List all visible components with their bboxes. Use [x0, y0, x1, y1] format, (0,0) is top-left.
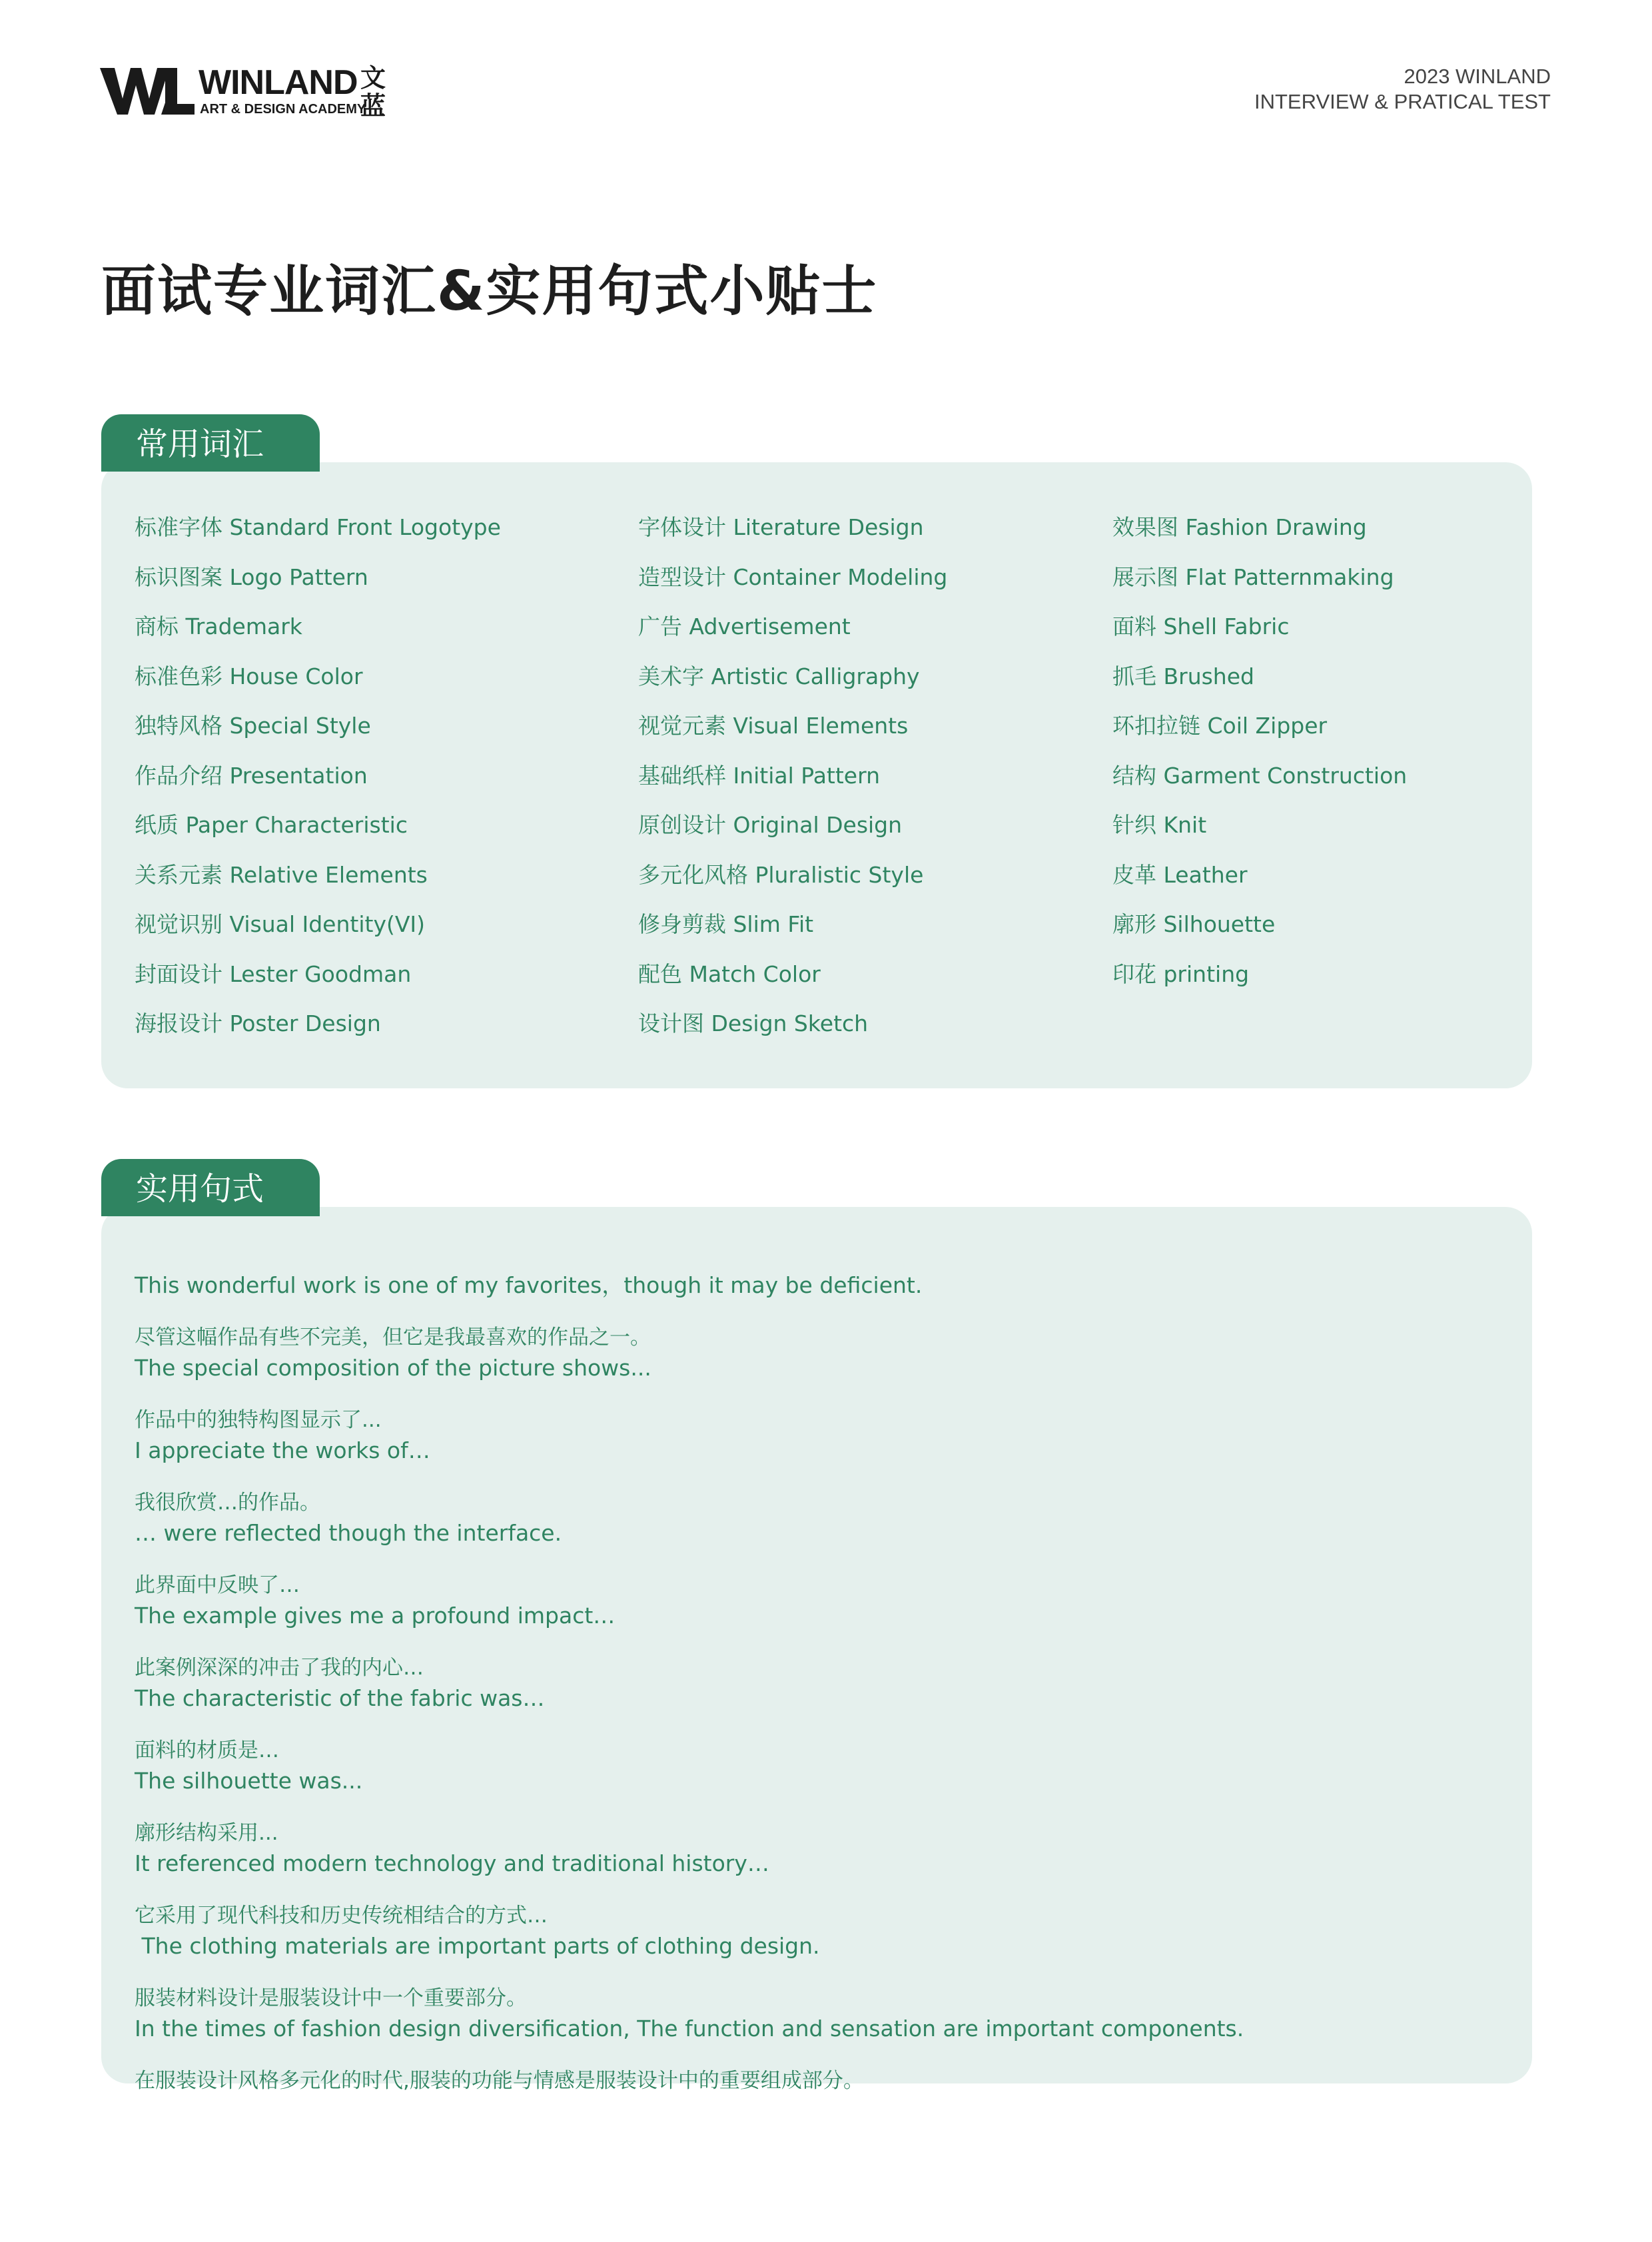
- vocab-column-3: [1112, 513, 1407, 1009]
- vocab-item: 针织 Knit: [1112, 812, 1207, 838]
- phrases-heading-tab: 实用句式: [101, 1159, 320, 1216]
- vocab-item: 基础纸样 Initial Pattern: [638, 762, 881, 789]
- phrase-cn: 此界面中反映了…: [135, 1573, 300, 1597]
- page-title: 面试专业词汇&实用句式小贴士: [101, 260, 878, 323]
- vocab-column-2: [638, 513, 947, 1059]
- vocab-item: 标准字体 Standard Front Logotype: [135, 514, 501, 540]
- vocab-item: 美术字 Artistic Calligraphy: [638, 663, 920, 689]
- phrase-item: [135, 1825, 1244, 1928]
- vocab-item: 广告 Advertisement: [638, 613, 851, 639]
- phrase-item: [135, 1742, 1244, 1845]
- logo-name: WINLAND: [199, 63, 358, 102]
- phrase-en: It referenced modern technology and traditional history…: [135, 1850, 769, 1876]
- phrase-cn: 廓形结构采用...: [135, 1821, 278, 1845]
- phrase-en: The example gives me a profound impact…: [135, 1603, 616, 1629]
- vocab-item: 配色 Match Color: [638, 960, 821, 987]
- vocab-item: 廓形 Silhouette: [1112, 911, 1276, 937]
- vocab-item: 修身剪裁 Slim Fit: [638, 911, 814, 937]
- vocab-item: 设计图 Design Sketch: [638, 1010, 869, 1036]
- vocab-item: 造型设计 Container Modeling: [638, 563, 948, 590]
- phrase-en: I appreciate the works of…: [135, 1437, 430, 1463]
- vocab-item: 作品介绍 Presentation: [135, 762, 368, 789]
- vocab-item: 视觉元素 Visual Elements: [638, 713, 909, 739]
- vocab-item: 面料 Shell Fabric: [1112, 613, 1290, 639]
- phrase-cn: 作品中的独特构图显示了...: [135, 1408, 382, 1432]
- phrase-cn: 它采用了现代科技和历史传统相结合的方式…: [135, 1904, 548, 1928]
- vocab-item: 商标 Trademark: [135, 613, 302, 639]
- header-year: 2023 WINLAND: [1404, 65, 1551, 88]
- vocab-heading-tab: 常用词汇: [101, 414, 320, 472]
- phrase-cn: 服装材料设计是服装设计中一个重要部分。: [135, 1986, 527, 2010]
- vocab-item: 标识图案 Logo Pattern: [135, 563, 368, 590]
- phrase-en: The silhouette was...: [135, 1768, 363, 1794]
- phrase-en: The special composition of the picture shows...: [135, 1355, 651, 1381]
- vocab-item: 展示图 Flat Patternmaking: [1112, 563, 1394, 590]
- phrase-en: In the times of fashion design diversification, The function and sensation are important components.: [135, 2016, 1244, 2042]
- vocab-item: 视觉识别 Visual Identity(VI): [135, 911, 426, 937]
- phrase-cn: 此案例深深的冲击了我的内心…: [135, 1656, 424, 1680]
- vocab-item: 原创设计 Original Design: [638, 812, 903, 838]
- phrase-list: [135, 1247, 1244, 2093]
- vocab-item: 纸质 Paper Characteristic: [135, 812, 408, 838]
- phrase-cn: 尽管这幅作品有些不完美，但它是我最喜欢的作品之一。: [135, 1325, 651, 1349]
- vocab-item: 标准色彩 House Color: [135, 663, 363, 689]
- header-subtitle: INTERVIEW & PRATICAL TEST: [1254, 90, 1551, 113]
- vocab-item: 结构 Garment Construction: [1112, 762, 1408, 789]
- phrase-cn: 在服装设计风格多元化的时代,服装的功能与情感是服装设计中的重要组成部分。: [135, 2069, 864, 2093]
- vocab-item: 环扣拉链 Coil Zipper: [1112, 713, 1328, 739]
- phrases-panel: [101, 1207, 1532, 2093]
- vocab-item: 字体设计 Literature Design: [638, 514, 924, 540]
- vocab-item: 抓毛 Brushed: [1112, 663, 1254, 689]
- vocab-item: 封面设计 Lester Goodman: [135, 960, 412, 987]
- vocab-item: 海报设计 Poster Design: [135, 1010, 381, 1036]
- vocab-item: 关系元素 Relative Elements: [135, 861, 428, 888]
- vocab-panel: [101, 462, 1532, 1088]
- phrase-en: … were reflected though the interface.: [135, 1520, 562, 1546]
- phrase-item: [135, 1247, 1244, 1349]
- vocab-item: 效果图 Fashion Drawing: [1112, 514, 1367, 540]
- phrase-item: [135, 1577, 1244, 1680]
- logo-cn: 文 蓝: [360, 63, 386, 121]
- vocab-column-1: [135, 513, 501, 1059]
- winland-logo: [100, 63, 386, 124]
- vocab-item: 多元化风格 Pluralistic Style: [638, 861, 924, 888]
- wl-logo-mark-icon: [100, 68, 195, 115]
- phrase-en: This wonderful work is one of my favorites，though it may be deficient.: [135, 1272, 923, 1298]
- vocab-item: 独特风格 Special Style: [135, 713, 371, 739]
- logo-tagline: ART & DESIGN ACADEMY: [200, 102, 366, 117]
- header-meta: [1254, 64, 1551, 115]
- vocab-item: 印花 printing: [1112, 960, 1250, 987]
- vocab-item: 皮革 Leather: [1112, 861, 1248, 888]
- phrase-en: The clothing materials are important parts of clothing design.: [135, 1933, 820, 1959]
- phrase-cn: 面料的材质是…: [135, 1738, 279, 1762]
- phrase-en: The characteristic of the fabric was…: [135, 1685, 545, 1711]
- phrase-cn: 我很欣赏…的作品。: [135, 1491, 320, 1515]
